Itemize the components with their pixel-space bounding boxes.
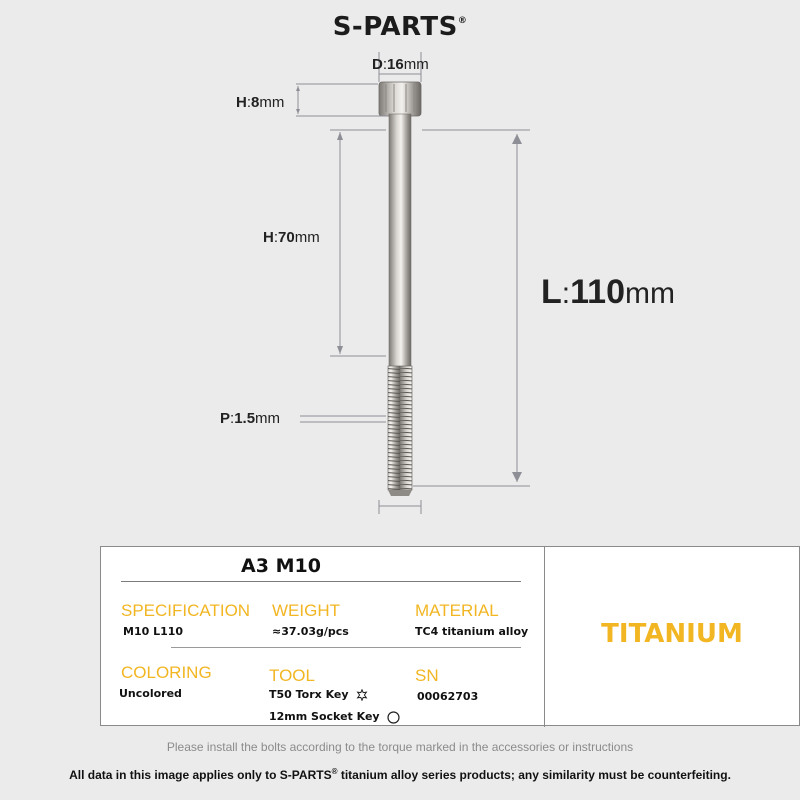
head-height-label: H:8mm [236,94,285,111]
spec-table [100,546,800,726]
material-badge: TITANIUM [601,619,743,649]
bolt-head [379,82,421,116]
socket-icon [387,711,400,724]
coloring-label: COLORING [121,663,212,682]
thread-pitch-label: P:1.5mm [220,410,281,427]
install-note: Please install the bolts according to the torque marked in the accessories or instructions [166,740,634,754]
disclaimer: All data in this image applies only to S-PARTS® titanium alloy series products; any similarity must be counterfeiting. [69,767,731,782]
dimension-lines [296,52,530,514]
torx-icon [356,689,368,701]
specification-label: SPECIFICATION [121,601,251,620]
row-divider [171,647,521,648]
model-divider [121,581,521,582]
model-name: A3 M10 [241,555,321,577]
specification-value: M10 L110 [123,625,184,638]
sn-label: SN [415,666,439,685]
material-value: TC4 titanium alloy [415,625,529,638]
total-length-label: L:110mm [541,273,675,311]
weight-label: WEIGHT [272,601,340,620]
head-diameter-label: D:16mm [372,56,429,73]
coloring-value: Uncolored [119,687,182,700]
bolt-thread [388,366,412,490]
tool-value-torx: T50 Torx Key [269,688,368,701]
tool-label: TOOL [269,666,315,685]
bolt-shank [389,114,411,368]
shank-length-label: H:70mm [263,229,320,246]
brand-logo: S-PARTS® [332,12,468,42]
material-label: MATERIAL [415,601,499,620]
sn-value: 00062703 [417,690,479,703]
weight-value: ≈37.03g/pcs [272,625,349,638]
column-divider [544,547,545,727]
tool-value-socket: 12mm Socket Key [269,710,400,724]
